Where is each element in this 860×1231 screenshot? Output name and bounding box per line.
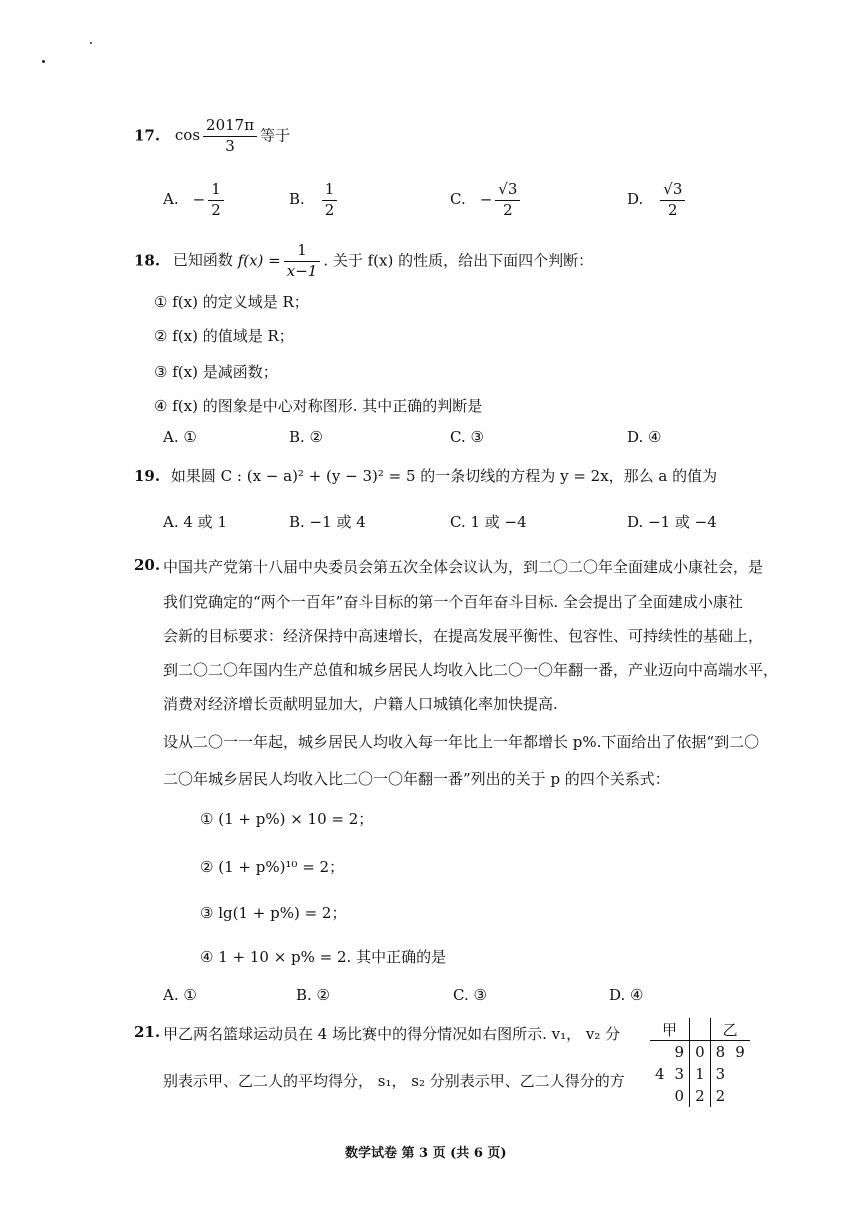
function-def: f(x) = (237, 251, 281, 270)
leaf-right: 3 (715, 1065, 726, 1083)
question-number: 19. (134, 467, 161, 485)
q20-para2-line2: 二〇年城乡居民人均收入比二〇一〇年翻一番”列出的关于 p 的四个关系式： (163, 770, 670, 788)
header-yi: 乙 (722, 1020, 738, 1039)
leaf-right (730, 1085, 750, 1107)
page-footer: 数学试卷 第 3 页 (共 6 页) (345, 1146, 507, 1161)
question-number: 18. (134, 251, 161, 270)
fraction: $\frac{√3}{2}$ (495, 182, 520, 219)
q19-option-d: D. −1 或 −4 (627, 513, 717, 531)
q18-option-b: B. ② (289, 428, 324, 446)
leaf-right (730, 1063, 750, 1085)
fraction: $\frac{1}{x-1}$ (284, 243, 321, 280)
q20-para1-line3: 会新的目标要求：经济保持中高速增长，在提高发展平衡性、包容性、可持续性的基础上， (163, 627, 764, 645)
scan-speck (90, 42, 92, 44)
q20-option-a: A. ① (163, 986, 197, 1004)
option-label: B. (289, 190, 305, 209)
q19-option-c: C. 1 或 −4 (450, 513, 527, 531)
q18-option-a: A. ① (163, 428, 197, 446)
leaf-left: 9 (674, 1043, 685, 1061)
q18-item-1: ① f(x) 的定义域是 R； (154, 293, 309, 311)
leaf-left: 0 (674, 1087, 685, 1105)
q19-option-a: A. 4 或 1 (163, 513, 227, 531)
question-number: 20. (134, 556, 161, 574)
q18-item-4: ④ f(x) 的图象是中心对称图形. 其中正确的判断是 (154, 397, 483, 415)
question-18 (134, 243, 593, 280)
q20-option-b: B. ② (296, 986, 331, 1004)
q20-para1-line4: 到二〇二〇年国内生产总值和城乡居民人均收入比二〇一〇年翻一番，产业迈向中高端水平， (163, 661, 779, 679)
q17-option-c (450, 182, 523, 219)
leaf-left (650, 1085, 670, 1107)
q18-option-d: D. ④ (627, 428, 662, 446)
leaf-right: 9 (735, 1043, 745, 1061)
question-number: 17. (134, 126, 161, 145)
q20-para2-line1: 设从二〇一一年起，城乡居民人均收入每一年比上一年都增长 p%.下面给出了依据“到二〇 (163, 733, 760, 751)
fraction: $\frac{2017\pi}{3}$ (203, 118, 257, 155)
question-lead: 已知函数 (172, 251, 233, 270)
q21-line2: 别表示甲、乙二人的平均得分， s₁， s₂ 分别表示甲、乙二人得分的方 (163, 1072, 625, 1090)
option-label: D. (627, 190, 644, 209)
stem-leaf-plot (650, 1018, 750, 1107)
question-19 (134, 465, 717, 486)
q20-item-3: ③ lg(1 + p%) = 2； (200, 904, 347, 922)
q17-option-b (289, 182, 340, 219)
q20-para1-line5: 消费对经济增长贡献明显加大，户籍人口城镇化率加快提高. (163, 695, 558, 713)
question-17 (134, 118, 290, 155)
leaf-right: 2 (715, 1087, 726, 1105)
fraction: $\frac{√3}{2}$ (660, 182, 685, 219)
option-label: A. (163, 190, 179, 209)
stem-value: 2 (690, 1085, 711, 1107)
leaf-left: 4 (655, 1065, 665, 1083)
scan-speck (42, 60, 45, 63)
minus-sign: − (192, 190, 206, 209)
q20-item-4: ④ 1 + 10 × p% = 2. 其中正确的是 (200, 948, 447, 966)
leaf-left: 3 (674, 1065, 685, 1083)
q17-option-a (163, 182, 227, 219)
option-label: C. (450, 190, 466, 209)
leaf-right: 8 (715, 1043, 726, 1061)
question-suffix: 等于 (260, 126, 291, 145)
leaf-left (650, 1041, 670, 1064)
q20-para1-line1: 中国共产党第十八届中央委员会第五次全体会议认为，到二〇二〇年全面建成小康社会，是 (163, 558, 764, 576)
q20-item-1: ① (1 + p%) × 10 = 2； (200, 810, 374, 828)
header-stem (690, 1018, 711, 1041)
question-number: 21. (134, 1023, 161, 1041)
fraction: $\frac{1}{2}$ (208, 182, 224, 219)
minus-sign: − (479, 190, 493, 209)
stem-value: 0 (690, 1041, 711, 1064)
fraction: $\frac{1}{2}$ (322, 182, 338, 219)
q20-para1-line2: 我们党确定的“两个一百年”奋斗目标的第一个百年奋斗目标. 全会提出了全面建成小康社 (163, 593, 743, 611)
question-tail: . 关于 f(x) 的性质，给出下面四个判断： (323, 251, 594, 270)
q20-item-2: ② (1 + p%)¹⁰ = 2； (200, 858, 345, 876)
q18-item-2: ② f(x) 的值域是 R； (154, 327, 294, 345)
q19-option-b: B. −1 或 4 (289, 513, 366, 531)
q20-option-c: C. ③ (453, 986, 487, 1004)
q21-line1: 甲乙两名篮球运动员在 4 场比赛中的得分情况如右图所示. v₁， v₂ 分 (163, 1025, 621, 1043)
q18-option-c: C. ③ (450, 428, 484, 446)
q17-option-d (627, 182, 688, 219)
header-jia: 甲 (662, 1020, 678, 1039)
cos-function: cos (174, 126, 201, 145)
question-text: 如果圆 C : (x − a)² + (y − 3)² = 5 的一条切线的方程为 y = 2x，那么 a 的值为 (170, 467, 718, 485)
q20-option-d: D. ④ (609, 986, 644, 1004)
q18-item-3: ③ f(x) 是减函数； (154, 363, 278, 381)
stem-value: 1 (690, 1063, 711, 1085)
